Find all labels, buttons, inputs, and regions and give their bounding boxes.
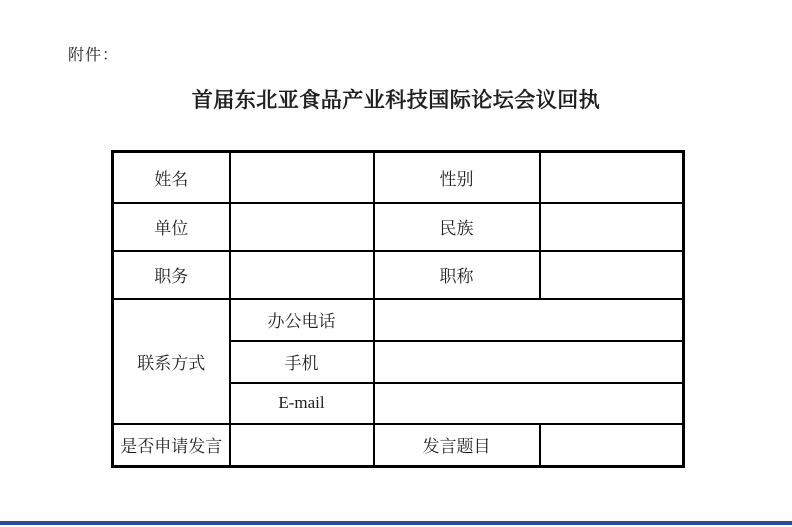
table-row	[113, 424, 684, 467]
gender-input-cell[interactable]	[540, 152, 684, 203]
email-label-cell: E-mail	[230, 383, 374, 424]
speech-topic-input-cell[interactable]	[540, 424, 684, 467]
bottom-edge-bar	[0, 521, 792, 525]
name-label-cell: 姓名	[113, 152, 230, 203]
table-row	[113, 152, 684, 203]
professional-title-input-cell[interactable]	[540, 251, 684, 299]
position-label-cell: 职务	[113, 251, 230, 299]
speech-topic-label-cell: 发言题目	[374, 424, 540, 467]
mobile-input-cell[interactable]	[374, 341, 684, 383]
office-phone-label-cell: 办公电话	[230, 299, 374, 341]
attachment-label: 附件：	[68, 47, 120, 64]
mobile-label-cell: 手机	[230, 341, 374, 383]
ethnicity-label-cell: 民族	[374, 203, 540, 251]
email-input-cell[interactable]	[374, 383, 684, 424]
unit-input-cell[interactable]	[230, 203, 374, 251]
ethnicity-input-cell[interactable]	[540, 203, 684, 251]
page-title: 首届东北亚食品产业科技国际论坛会议回执	[191, 88, 601, 112]
speech-request-input-cell[interactable]	[230, 424, 374, 467]
gender-label-cell: 性别	[374, 152, 540, 203]
contact-method-label-cell: 联系方式	[113, 299, 230, 424]
reply-form-table	[111, 150, 685, 468]
unit-label-cell: 单位	[113, 203, 230, 251]
office-phone-input-cell[interactable]	[374, 299, 684, 341]
table-row	[113, 299, 684, 341]
speech-request-label-cell: 是否申请发言	[113, 424, 230, 467]
name-input-cell[interactable]	[230, 152, 374, 203]
table-row	[113, 203, 684, 251]
professional-title-label-cell: 职称	[374, 251, 540, 299]
position-input-cell[interactable]	[230, 251, 374, 299]
table-row	[113, 251, 684, 299]
